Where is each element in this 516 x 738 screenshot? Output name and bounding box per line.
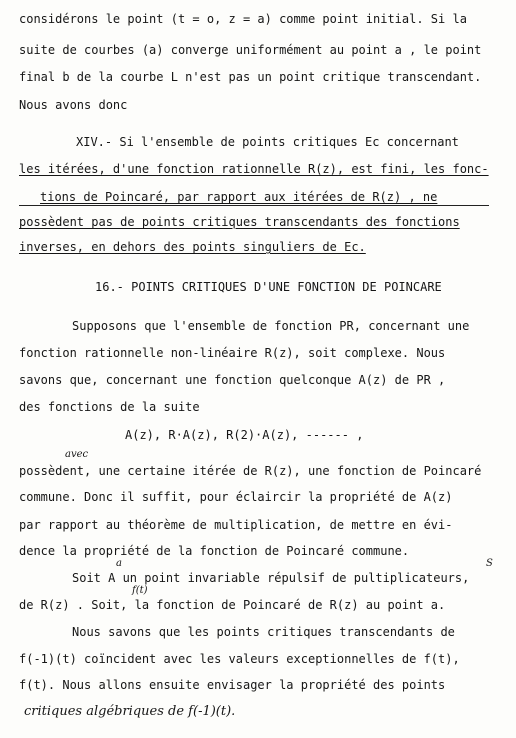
- text-line-9: possèdent, une certaine itérée de R(z), une fonction de Poincaré: [19, 464, 482, 478]
- text-line-13: Soit A un point invariable répulsif de pultiplicateurs,: [72, 571, 470, 585]
- annotation-avec: avec: [65, 449, 89, 460]
- text-line-15: Nous savons que les points critiques transcendants de: [72, 625, 455, 639]
- text-line-10: commune. Donc il suffit, pour éclaircir la propriété de A(z): [19, 490, 453, 504]
- theorem-xiv-line-3: tions de Poincaré, par rapport aux itérées de R(z) , ne: [40, 190, 438, 204]
- theorem-xiv-line-5: inverses, en dehors des points singuliers de Ec.: [19, 240, 366, 254]
- annotation-s: S: [486, 558, 493, 569]
- text-line-1: considérons le point (t = o, z = a) comme point initial. Si la: [19, 12, 467, 26]
- handwritten-line: critiques algébriques de f(-1)(t).: [24, 704, 236, 719]
- annotation-ft: f(t): [132, 585, 148, 596]
- text-line-16: f(-1)(t) coïncident avec les valeurs exceptionnelles de f(t),: [19, 652, 460, 666]
- underline-rule: [19, 205, 489, 206]
- text-line-7: savons que, concernant une fonction quelconque A(z) de PR ,: [19, 373, 446, 387]
- text-line-2: suite de courbes (a) converge uniformément au point a , le point: [19, 43, 482, 57]
- text-line-17: f(t). Nous allons ensuite envisager la propriété des points: [19, 678, 446, 692]
- text-line-5: Supposons que l'ensemble de fonction PR, concernant une: [72, 319, 470, 333]
- text-line-8: des fonctions de la suite: [19, 400, 200, 414]
- section-heading: 16.- POINTS CRITIQUES D'UNE FONCTION DE POINCARE: [95, 280, 442, 294]
- theorem-xiv-line-4: possèdent pas de points critiques transcendants des fonctions: [19, 215, 460, 229]
- annotation-a: a: [116, 558, 122, 569]
- text-line-4: Nous avons donc: [19, 98, 128, 112]
- equation-sequence: A(z), R·A(z), R(2)·A(z), ------ ,: [125, 428, 364, 442]
- text-line-14: de R(z) . Soit, la fonction de Poincaré de R(z) au point a.: [19, 598, 446, 612]
- text-line-12: dence la propriété de la fonction de Poincaré commune.: [19, 544, 410, 558]
- theorem-xiv-line-1: XIV.- Si l'ensemble de points critiques Ec concernant: [76, 135, 459, 149]
- text-line-11: par rapport au théorème de multiplication, de mettre en évi-: [19, 518, 453, 532]
- theorem-xiv-line-2: les itérées, d'une fonction rationnelle R(z), est fini, les fonc-: [19, 162, 489, 176]
- text-line-3: final b de la courbe L n'est pas un point critique transcendant.: [19, 70, 482, 84]
- text-line-6: fonction rationnelle non-linéaire R(z), soit complexe. Nous: [19, 346, 446, 360]
